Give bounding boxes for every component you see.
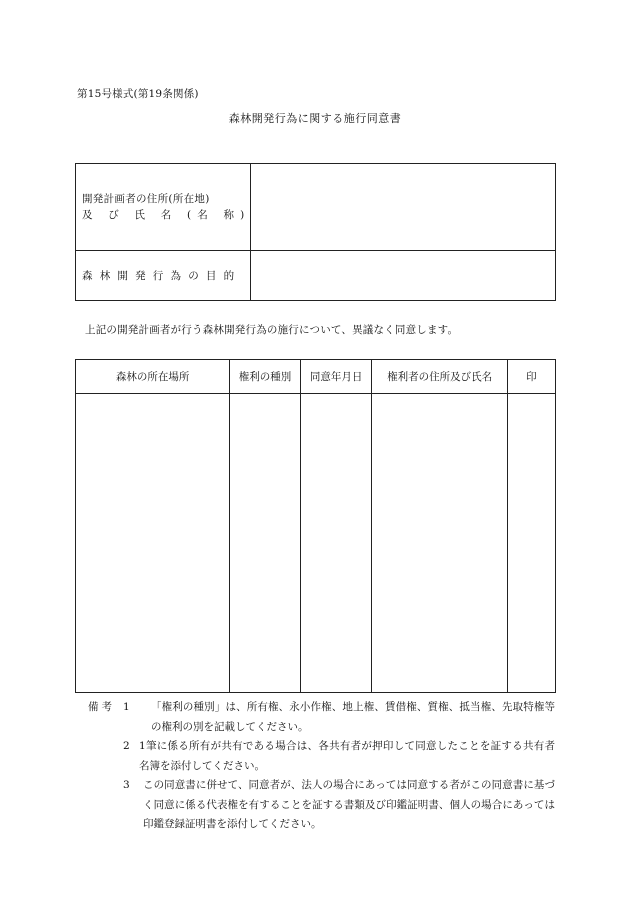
right-type-cell[interactable] [230, 394, 301, 693]
note-text: 1筆に係る所有が共有である場合は、各共有者が押印して同意したことを証する共有者名簿を添付してください。 [139, 740, 555, 772]
purpose-label: 森林開発行為の目的 [82, 269, 242, 282]
column-header-right-type: 権利の種別 [230, 360, 301, 394]
planner-label-line2: 及 び 氏 名 (名 称) [82, 209, 251, 221]
note-text: 「権利の種別」は、所有権、永小作権、地上権、賃借権、質権、抵当権、先取特権等の権利の別を記載してください。 [151, 701, 555, 733]
note-number: 2 [123, 740, 130, 752]
note-item-2 [123, 737, 555, 776]
consent-statement: 上記の開発計画者が行う森林開発行為の施行について、異議なく同意します。 [85, 324, 459, 336]
planner-label-line1: 開発計画者の住所(所在地) [82, 193, 210, 205]
column-header-seal: 印 [507, 360, 555, 394]
document-title: 森林開発行為に関する施行同意書 [228, 112, 402, 125]
seal-cell[interactable] [507, 394, 555, 693]
purpose-label-cell [76, 251, 251, 301]
planner-value-cell[interactable] [251, 164, 556, 251]
note-item-1 [123, 698, 555, 737]
rights-table-header-row [76, 360, 556, 394]
rights-holder-table [75, 359, 556, 693]
consent-date-cell[interactable] [300, 394, 372, 693]
column-header-consent-date: 同意年月日 [300, 360, 372, 394]
note-number: 1 [123, 701, 130, 713]
notes-heading: 備考 [88, 701, 115, 713]
note-item-3 [123, 776, 555, 835]
rights-table-body-row [76, 394, 556, 693]
note-number: 3 [123, 779, 130, 791]
purpose-value-cell[interactable] [251, 251, 556, 301]
column-header-holder-address-name: 権利者の住所及び氏名 [372, 360, 507, 394]
forest-location-cell[interactable] [76, 394, 230, 693]
column-header-forest-location: 森林の所在場所 [76, 360, 230, 394]
form-number: 第15号様式(第19条関係) [77, 88, 199, 100]
purpose-row [76, 251, 556, 301]
planner-row [76, 164, 556, 251]
planner-info-table [75, 163, 556, 301]
planner-label-cell [76, 164, 251, 251]
note-text: この同意書に併せて、同意者が、法人の場合にあっては同意する者がこの同意書に基づく同意に係る代表権を有することを証する書類及び印鑑証明書、個人の場合にあっては印鑑登録証明書を添付してください。 [143, 779, 555, 830]
holder-address-name-cell[interactable] [372, 394, 507, 693]
